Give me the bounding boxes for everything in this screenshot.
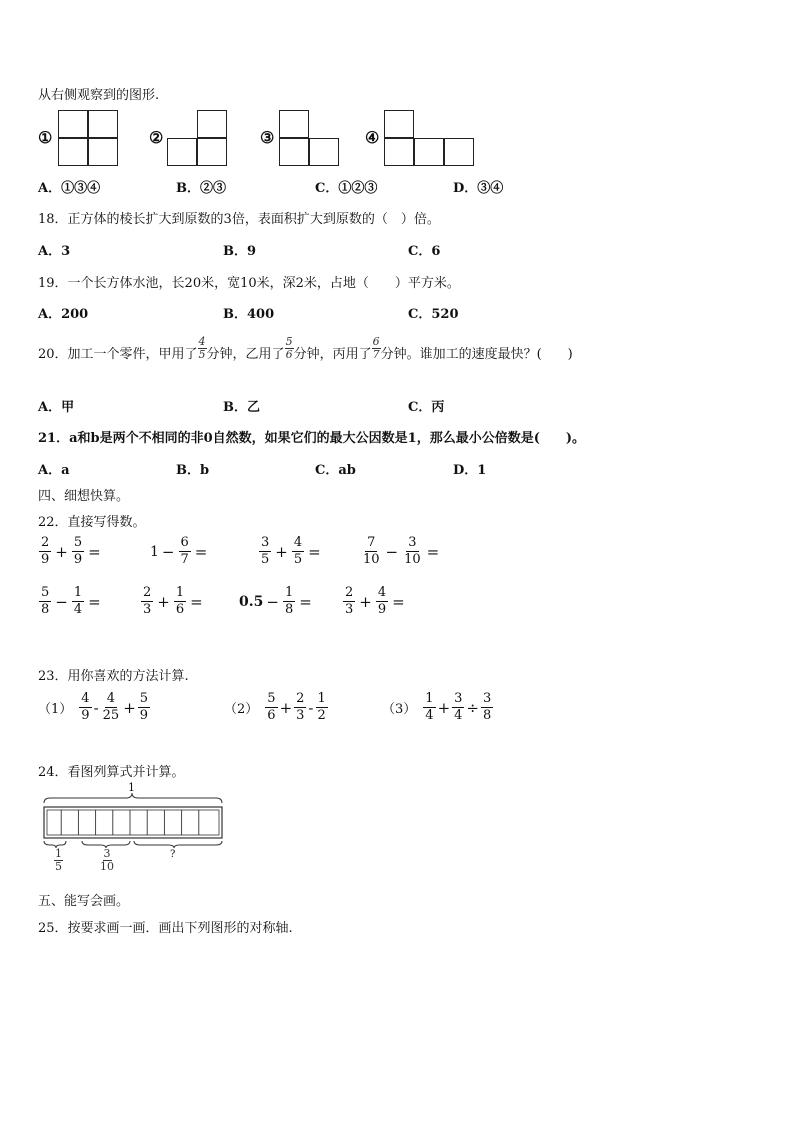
q22-expr-7: 0.5 − $\frac{1}{8}$ = — [239, 585, 312, 617]
q21-text: 21．a和b是两个不相同的非0自然数，如果它们的最大公因数是1，那么最小公倍数是( )。 — [38, 431, 585, 446]
section-5-heading: 五、能写会画。 — [38, 894, 130, 909]
q24-fraction-1: 1 5 — [55, 847, 62, 873]
section-4-heading: 四、细想快算。 — [38, 489, 130, 504]
q18-option-c[interactable]: C．6 — [408, 244, 441, 259]
figure-2-label: ② — [149, 128, 164, 147]
q20-part-1: 20．加工一个零件，甲用了 — [38, 347, 198, 362]
q20-part-4: 分钟。谁加工的速度最快？( ) — [380, 347, 573, 362]
q20-option-b[interactable]: B．乙 — [223, 400, 260, 415]
q19-text: 19．一个长方体水池，长20米，宽10米，深2米，占地（ ）平方米。 — [38, 276, 460, 291]
q20-option-a[interactable]: A．甲 — [38, 400, 75, 415]
q24-diagram — [40, 781, 240, 881]
q23-problem-3: （3） $\frac{1}{4}$ + $\frac{3}{4}$ ÷ $\frac{3}{8}$ — [382, 691, 492, 723]
figure-1-label: ① — [38, 128, 53, 147]
q21-option-c[interactable]: C．ab — [315, 463, 356, 478]
q22-expr-6: $\frac{2}{3}$ + $\frac{1}{6}$ = — [143, 585, 203, 617]
q18-option-a[interactable]: A．3 — [38, 244, 71, 259]
q20-fraction-3: 6 7 — [372, 335, 380, 361]
q17-option-d[interactable]: D．③④ — [453, 181, 504, 196]
q19-option-a[interactable]: A．200 — [38, 307, 89, 322]
q20-fraction-1: 4 5 — [198, 335, 206, 361]
q22-text: 22．直接写得数。 — [38, 515, 146, 530]
q20-text — [38, 336, 573, 362]
q17-prompt: 从右侧观察到的图形. — [38, 88, 160, 103]
q22-expr-3: $\frac{3}{5}$ + $\frac{4}{5}$ = — [261, 535, 321, 567]
q22-expr-1: $\frac{2}{9}$ + $\frac{5}{9}$ = — [41, 535, 101, 567]
figure-4-label: ④ — [365, 128, 380, 147]
q21-option-b[interactable]: B．b — [176, 463, 210, 478]
q23-text: 23．用你喜欢的方法计算. — [38, 669, 189, 684]
q21-option-d[interactable]: D．1 — [453, 463, 487, 478]
figure-3-label: ③ — [260, 128, 275, 147]
q21-option-a[interactable]: A．a — [38, 463, 70, 478]
q20-option-c[interactable]: C．丙 — [408, 400, 445, 415]
q19-option-c[interactable]: C．520 — [408, 307, 459, 322]
q24-unknown: ? — [170, 849, 176, 860]
q20-part-2: 分钟，乙用了 — [206, 347, 285, 362]
q24-whole-label: 1 — [128, 781, 135, 794]
q20-fraction-2: 5 6 — [285, 335, 293, 361]
q17-option-a[interactable]: A．①③④ — [38, 181, 101, 196]
q23-problem-1: （1） $\frac{4}{9}$ - $\frac{4}{25}$ + $\frac{5}{9}$ — [38, 691, 149, 723]
q17-option-c[interactable]: C．①②③ — [315, 181, 378, 196]
q22-expr-5: $\frac{5}{8}$ − $\frac{1}{4}$ = — [41, 585, 101, 617]
q18-option-b[interactable]: B．9 — [223, 244, 257, 259]
q24-text: 24．看图列算式并计算。 — [38, 765, 185, 780]
q18-text: 18．正方体的棱长扩大到原数的3倍，表面积扩大到原数的（ ）倍。 — [38, 212, 440, 227]
q23-problem-2: （2） $\frac{5}{6}$ + $\frac{2}{3}$ - $\frac{1}{2}$ — [224, 691, 326, 723]
q24-brace-diagram — [40, 786, 240, 881]
q22-expr-8: $\frac{2}{3}$ + $\frac{4}{9}$ = — [345, 585, 405, 617]
q24-fraction-2: 3 10 — [100, 847, 114, 873]
q20-part-3: 分钟，丙用了 — [293, 347, 372, 362]
q22-expr-2: 1 − $\frac{6}{7}$ = — [150, 535, 208, 567]
q25-text: 25．按要求画一画．画出下列图形的对称轴. — [38, 921, 293, 936]
q17-option-b[interactable]: B．②③ — [176, 181, 226, 196]
q19-option-b[interactable]: B．400 — [223, 307, 275, 322]
q22-expr-4: $\frac{7}{10}$ − $\frac{3}{10}$ = — [363, 535, 440, 567]
